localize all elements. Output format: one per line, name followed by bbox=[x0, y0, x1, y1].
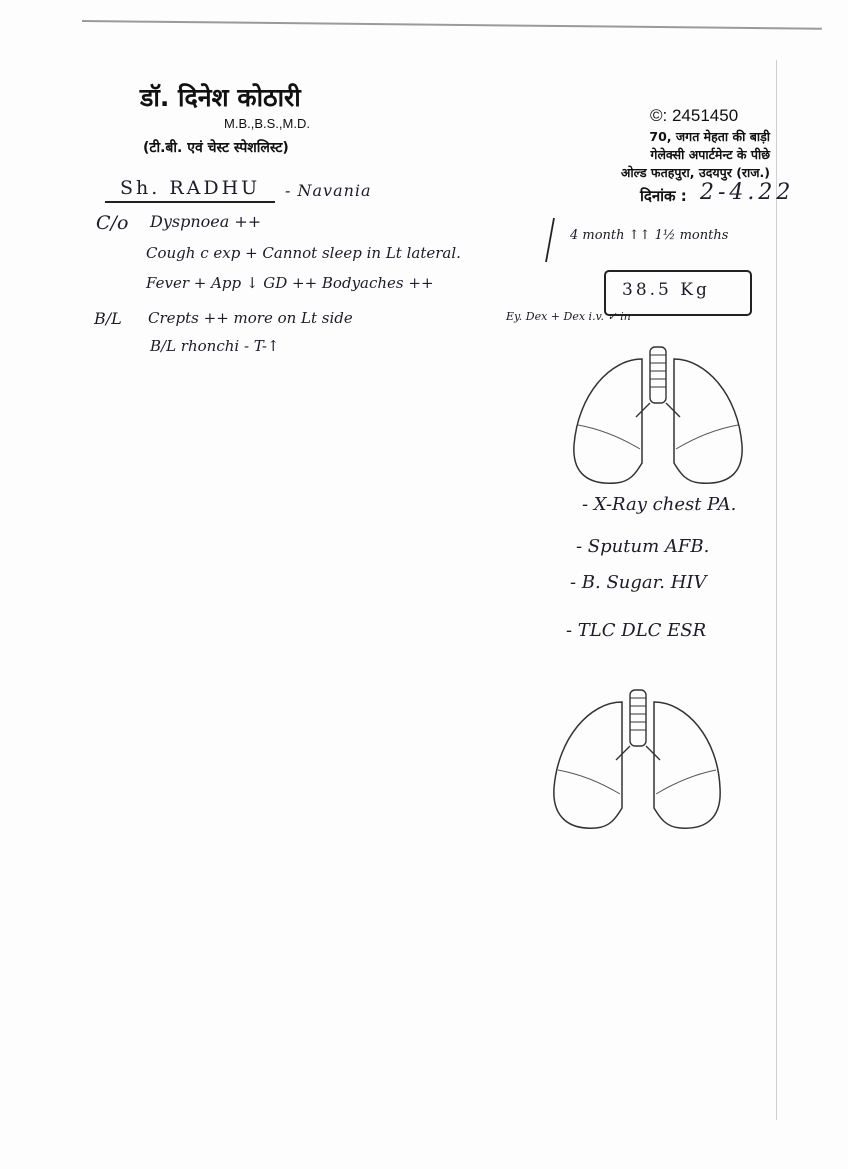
patient-name: Sh. RADHU bbox=[120, 177, 261, 199]
rx-note: Ey. Dex + Dex i.v. ✓ in bbox=[506, 310, 631, 323]
phone-number: ©: 2451450 bbox=[650, 106, 739, 125]
date-value: 2-4.22 bbox=[700, 180, 795, 205]
complaint-line-1: Dyspnoea ++ bbox=[150, 212, 262, 231]
exam-label: B/L bbox=[94, 309, 122, 328]
doctor-name: डॉ. दिनेश कोठारी bbox=[140, 83, 301, 112]
separator-stroke bbox=[540, 216, 560, 264]
investigation-4: - TLC DLC ESR bbox=[566, 620, 707, 641]
patient-underline bbox=[105, 201, 275, 203]
address-line-1: 70, जगत मेहता की बाड़ी bbox=[649, 129, 770, 144]
investigation-1: - X-Ray chest PA. bbox=[582, 494, 737, 515]
investigation-2: - Sputum AFB. bbox=[576, 536, 710, 557]
lung-diagram-upper bbox=[570, 345, 745, 490]
investigation-3: - B. Sugar. HIV bbox=[570, 572, 707, 593]
complaints-label: C/o bbox=[96, 212, 129, 234]
doctor-degrees: M.B.,B.S.,M.D. bbox=[224, 116, 310, 131]
exam-line-1: Crepts ++ more on Lt side bbox=[148, 309, 353, 327]
address-line-2: गेलेक्सी अपार्टमेन्ट के पीछे bbox=[650, 147, 770, 162]
weight-value: 38.5 Kg bbox=[622, 280, 710, 300]
lung-diagram-lower bbox=[548, 688, 723, 833]
patient-place: - Navania bbox=[285, 181, 372, 200]
page-edge bbox=[776, 60, 777, 1120]
complaint-line-3: Fever + App ↓ GD ++ Bodyaches ++ bbox=[146, 274, 434, 292]
doctor-specialty: (टी.बी. एवं चेस्ट स्पेशलिस्ट) bbox=[143, 140, 289, 156]
exam-line-2: B/L rhonchi - T-↑ bbox=[150, 337, 280, 355]
top-rule bbox=[82, 20, 822, 30]
complaint-line-2: Cough c exp + Cannot sleep in Lt lateral. bbox=[146, 244, 461, 262]
complaint-duration: 4 month ↑↑ 1½ months bbox=[570, 228, 729, 243]
address-line-3: ओल्ड फतहपुरा, उदयपुर (राज.) bbox=[620, 165, 770, 180]
date-label: दिनांक : bbox=[640, 187, 687, 205]
